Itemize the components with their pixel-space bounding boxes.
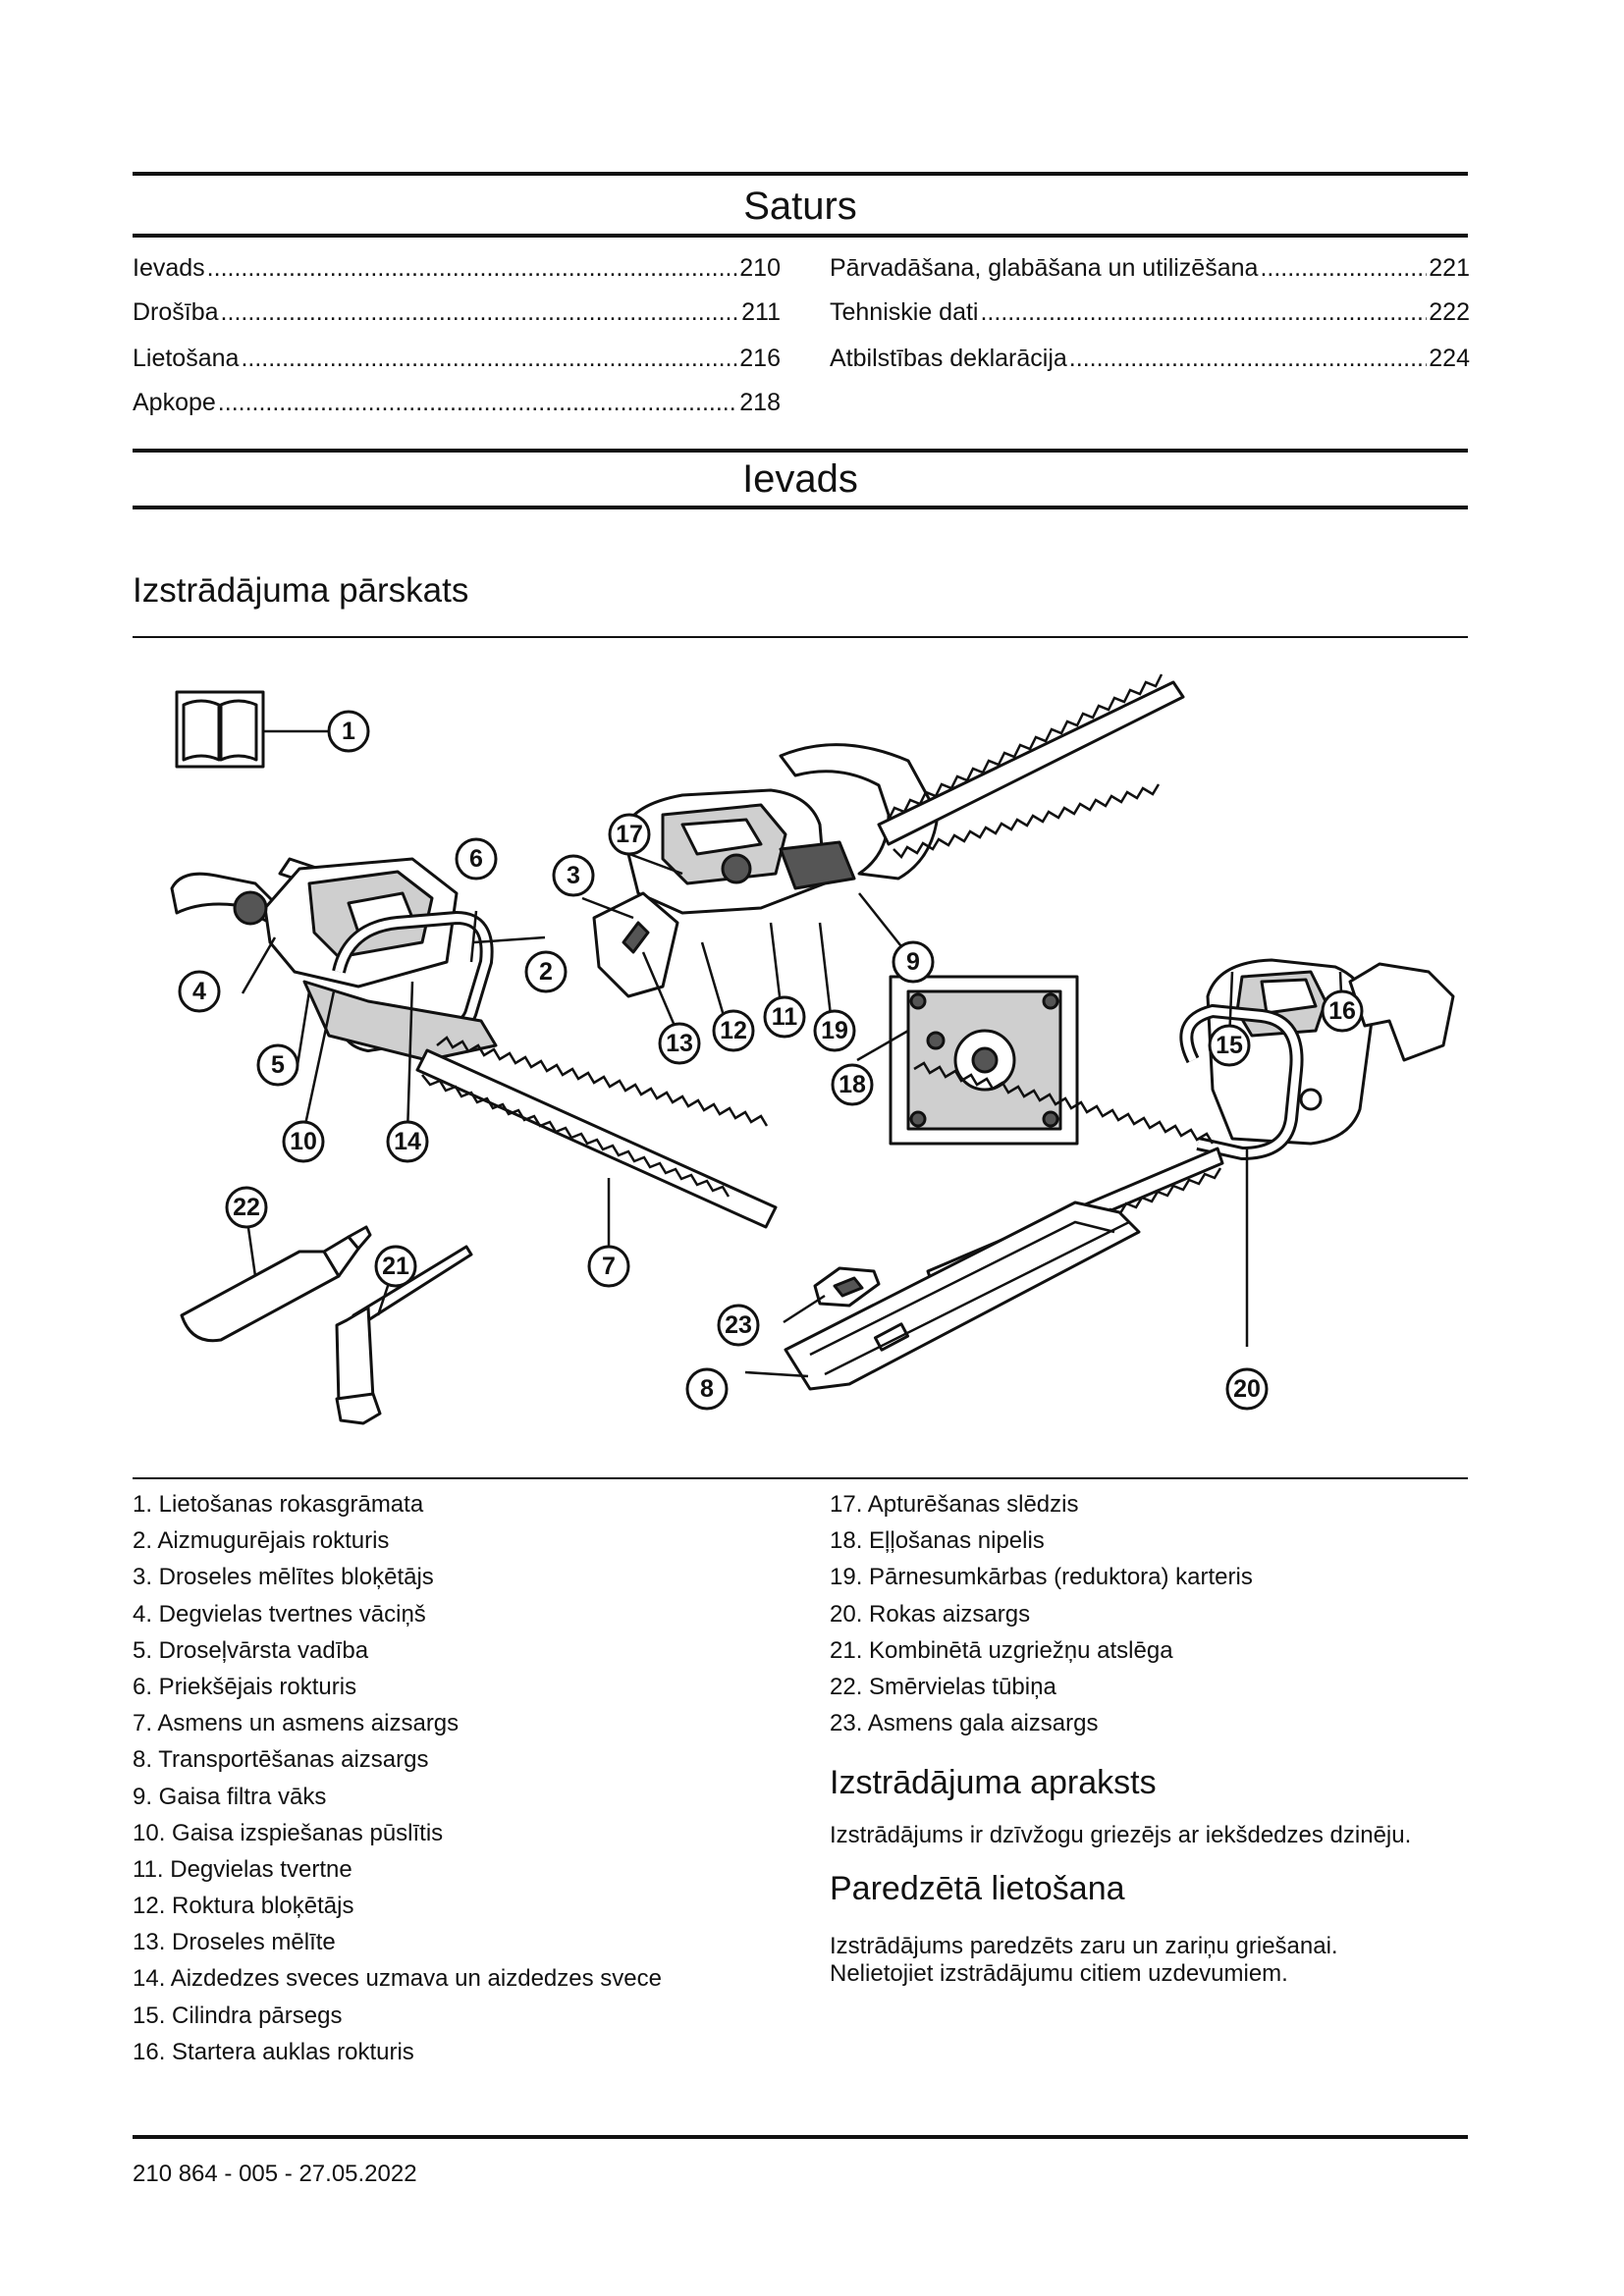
parts-list-left	[133, 1486, 800, 2070]
toc-entry-page: 218	[739, 389, 781, 416]
callout-6	[457, 839, 496, 879]
toc-entry-page: 216	[739, 345, 781, 372]
callout-14	[388, 1122, 427, 1161]
svg-text:6: 6	[469, 845, 483, 873]
svg-text:5: 5	[271, 1051, 285, 1079]
svg-text:4: 4	[192, 978, 206, 1005]
list-item: 21. Kombinētā uzgriežņu atslēga	[830, 1636, 1173, 1664]
callout-12	[714, 1011, 753, 1050]
list-item: 4. Degvielas tvertnes vāciņš	[133, 1600, 426, 1628]
product-overview-figure	[133, 648, 1468, 1463]
svg-text:13: 13	[666, 1030, 693, 1057]
toc-entry-label: Ievads	[133, 254, 205, 282]
hedge-trimmer-center-drawing	[594, 674, 1183, 996]
svg-text:22: 22	[233, 1194, 260, 1221]
svg-text:18: 18	[839, 1071, 866, 1098]
intended-use-line-2: Nelietojiet izstrādājumu citiem uzdevumiem.	[830, 1960, 1288, 1987]
description-text: Izstrādājums ir dzīvžogu griezējs ar iekšdedzes dzinēju.	[830, 1822, 1412, 1848]
callout-11	[765, 997, 804, 1037]
overview-heading: Izstrādājuma pārskats	[133, 571, 469, 610]
toc-entry-page: 222	[1429, 298, 1470, 326]
list-item: 20. Rokas aizsargs	[830, 1600, 1031, 1628]
svg-text:8: 8	[700, 1375, 714, 1403]
callout-8	[687, 1369, 727, 1409]
toc-entry-label: Apkope	[133, 389, 216, 416]
callout-13	[660, 1024, 699, 1063]
footer-rule	[133, 2135, 1468, 2139]
svg-text:2: 2	[539, 958, 553, 986]
list-item: 16. Startera auklas rokturis	[133, 2038, 414, 2065]
toc-entry-drosiba[interactable]	[133, 296, 781, 328]
toc-entry-label: Lietošana	[133, 345, 240, 372]
toc-entry-page: 210	[739, 254, 781, 282]
toc-entry-label: Pārvadāšana, glabāšana un utilizēšana	[830, 254, 1259, 282]
toc-entry-label: Drošība	[133, 298, 219, 326]
callout-9	[893, 942, 933, 982]
toc-entry-label: Tehniskie dati	[830, 298, 979, 326]
svg-text:10: 10	[290, 1128, 317, 1155]
callout-15	[1210, 1026, 1249, 1065]
svg-text:3: 3	[567, 862, 580, 889]
svg-text:17: 17	[616, 821, 643, 848]
callout-10	[284, 1122, 323, 1161]
svg-text:20: 20	[1233, 1375, 1261, 1403]
callout-21	[376, 1247, 415, 1286]
toc-entry-page: 224	[1429, 345, 1470, 372]
toc-entry-tehniskie-dati[interactable]	[830, 296, 1470, 328]
list-item: 12. Roktura bloķētājs	[133, 1893, 354, 1920]
description-heading: Izstrādājuma apraksts	[830, 1764, 1157, 1801]
callout-2	[526, 952, 566, 991]
overview-rule	[133, 636, 1468, 638]
callout-1	[329, 712, 368, 751]
toc-entry-parvadasana[interactable]	[830, 252, 1470, 284]
list-item: 17. Apturēšanas slēdzis	[830, 1491, 1079, 1518]
intended-use-line-1: Izstrādājums paredzēts zaru un zariņu griešanai.	[830, 1933, 1338, 1959]
toc-entry-page: 211	[741, 298, 781, 326]
list-item: 7. Asmens un asmens aizsargs	[133, 1710, 460, 1737]
list-item: 6. Priekšējais rokturis	[133, 1673, 357, 1700]
list-item: 23. Asmens gala aizsargs	[830, 1710, 1099, 1737]
blade-tip-guard-drawing	[815, 1268, 879, 1306]
toc-bottom-rule	[133, 234, 1468, 238]
svg-text:12: 12	[720, 1017, 747, 1044]
list-item: 22. Smērvielas tūbiņa	[830, 1673, 1056, 1700]
list-item: 19. Pārnesumkārbas (reduktora) karteris	[830, 1564, 1253, 1591]
toc-entry-lietosana[interactable]	[133, 343, 781, 374]
intro-bottom-rule	[133, 506, 1468, 509]
list-item: 9. Gaisa filtra vāks	[133, 1783, 327, 1810]
svg-text:9: 9	[906, 948, 920, 976]
list-item: 18. Eļļošanas nipelis	[830, 1527, 1045, 1555]
toc-entry-apkope[interactable]	[133, 387, 781, 418]
gearbox-detail-inset	[891, 977, 1077, 1144]
list-item: 14. Aizdedzes sveces uzmava un aizdedzes svece	[133, 1965, 662, 1993]
toc-entry-page: 221	[1429, 254, 1470, 282]
svg-text:14: 14	[394, 1128, 421, 1155]
footer-doc-id: 210 864 - 005 - 27.05.2022	[133, 2161, 417, 2187]
callout-19	[815, 1011, 854, 1050]
manual-book-icon	[177, 692, 263, 767]
svg-text:21: 21	[382, 1253, 409, 1280]
intro-top-rule	[133, 449, 1468, 453]
callout-22	[227, 1188, 266, 1227]
svg-text:23: 23	[725, 1311, 752, 1339]
svg-text:11: 11	[771, 1003, 798, 1031]
svg-text:7: 7	[602, 1253, 616, 1280]
list-item: 10. Gaisa izspiešanas pūslītis	[133, 1819, 444, 1846]
list-item: 5. Droseļvārsta vadība	[133, 1636, 369, 1664]
list-item: 8. Transportēšanas aizsargs	[133, 1746, 429, 1774]
toc-entry-ievads[interactable]	[133, 252, 781, 284]
toc-entry-atbilstibas[interactable]	[830, 343, 1470, 374]
callout-17	[610, 815, 649, 854]
svg-text:16: 16	[1328, 997, 1356, 1025]
list-item: 13. Droseles mēlīte	[133, 1929, 336, 1956]
figure-bottom-rule	[133, 1477, 1468, 1479]
list-item: 15. Cilindra pārsegs	[133, 2002, 343, 2029]
toc-title: Saturs	[743, 185, 857, 228]
callout-20	[1227, 1369, 1267, 1409]
callout-3	[554, 856, 593, 895]
toc-entry-label: Atbilstības deklarācija	[830, 345, 1067, 372]
toc-top-rule	[133, 172, 1468, 176]
list-item: 1. Lietošanas rokasgrāmata	[133, 1491, 424, 1518]
callout-18	[833, 1065, 872, 1104]
intro-title: Ievads	[742, 457, 858, 501]
parts-list-right	[830, 1486, 1468, 1741]
svg-text:19: 19	[821, 1017, 848, 1044]
list-item: 11. Degvielas tvertne	[133, 1855, 352, 1883]
callout-5	[258, 1045, 298, 1085]
svg-text:15: 15	[1216, 1032, 1243, 1059]
callout-16	[1323, 991, 1362, 1031]
list-item: 2. Aizmugurējais rokturis	[133, 1527, 390, 1555]
svg-text:1: 1	[342, 718, 355, 745]
callout-4	[180, 972, 219, 1011]
intended-use-heading: Paredzētā lietošana	[830, 1870, 1125, 1907]
callout-7	[589, 1247, 628, 1286]
callout-23	[719, 1306, 758, 1345]
list-item: 3. Droseles mēlītes bloķētājs	[133, 1564, 434, 1591]
